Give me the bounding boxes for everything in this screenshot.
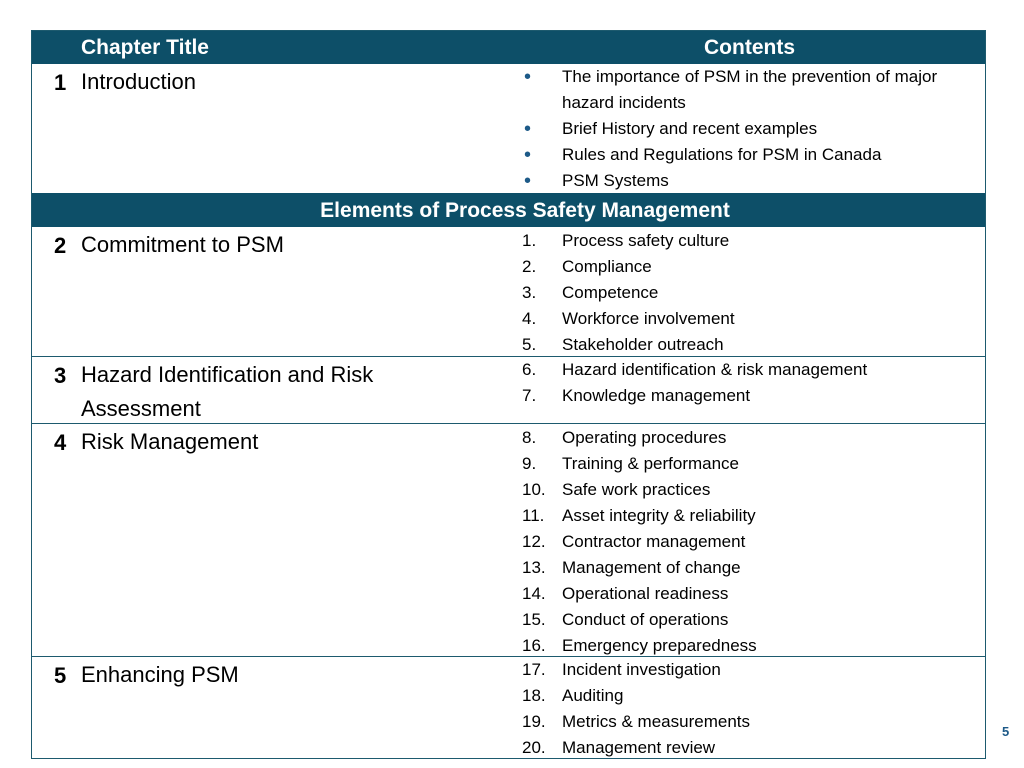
chapter-title: Enhancing PSM xyxy=(81,662,239,687)
chapter-number: 4 xyxy=(54,430,67,455)
chapter-row-3: 3 Hazard Identification and Risk Assessment 6. Hazard identification & risk management 7. Knowledge management xyxy=(32,356,985,423)
bullet-icon: • xyxy=(524,66,532,88)
header-contents: Contents xyxy=(704,36,795,59)
bullet-icon: • xyxy=(524,170,532,192)
chapter-row-1: 1 Introduction • The importance of PSM in the prevention of major hazard incidents • Brief History and recent examples • Rules and Regulations for PSM in Canada • PSM Systems xyxy=(54,66,938,192)
chapter-table xyxy=(31,30,986,759)
chapter-row-5: 5 Enhancing PSM 17. Incident investigation 18. Auditing 19. Metrics & measurements 20. Management review xyxy=(32,656,985,758)
header-chapter-title: Chapter Title xyxy=(81,36,209,59)
chapter-title: Introduction xyxy=(81,69,196,94)
chapter-title: Commitment to PSM xyxy=(81,232,284,257)
chapter-title: Hazard Identification and Risk Assessment xyxy=(81,362,374,421)
chapter-row-2: 2 Commitment to PSM 1. Process safety culture 2. Compliance 3. Competence 4. Workforce involvement 5. Stakeholder outreach xyxy=(32,227,985,356)
chapter-title: Risk Management xyxy=(81,429,259,454)
bullet-icon: • xyxy=(524,144,532,166)
section-header xyxy=(32,193,985,227)
chapter-number: 1 xyxy=(54,70,67,95)
section-header-label: Elements of Process Safety Management xyxy=(320,199,730,222)
chapter-row-4: 4 Risk Management 8. Operating procedures 9. Training & performance 10. Safe work practices 11. Asset integrity & reliability 12. Contractor management 13. Management of change 14. Operational readiness 15. Conduct of operations 16. Emergency preparedness xyxy=(32,423,985,656)
chapter-number: 3 xyxy=(54,363,67,388)
bullet-icon: • xyxy=(524,118,532,140)
chapter-number: 5 xyxy=(54,663,67,688)
table-header xyxy=(32,31,985,64)
page-number: 5 xyxy=(1002,724,1010,739)
chapter-number: 2 xyxy=(54,233,67,258)
